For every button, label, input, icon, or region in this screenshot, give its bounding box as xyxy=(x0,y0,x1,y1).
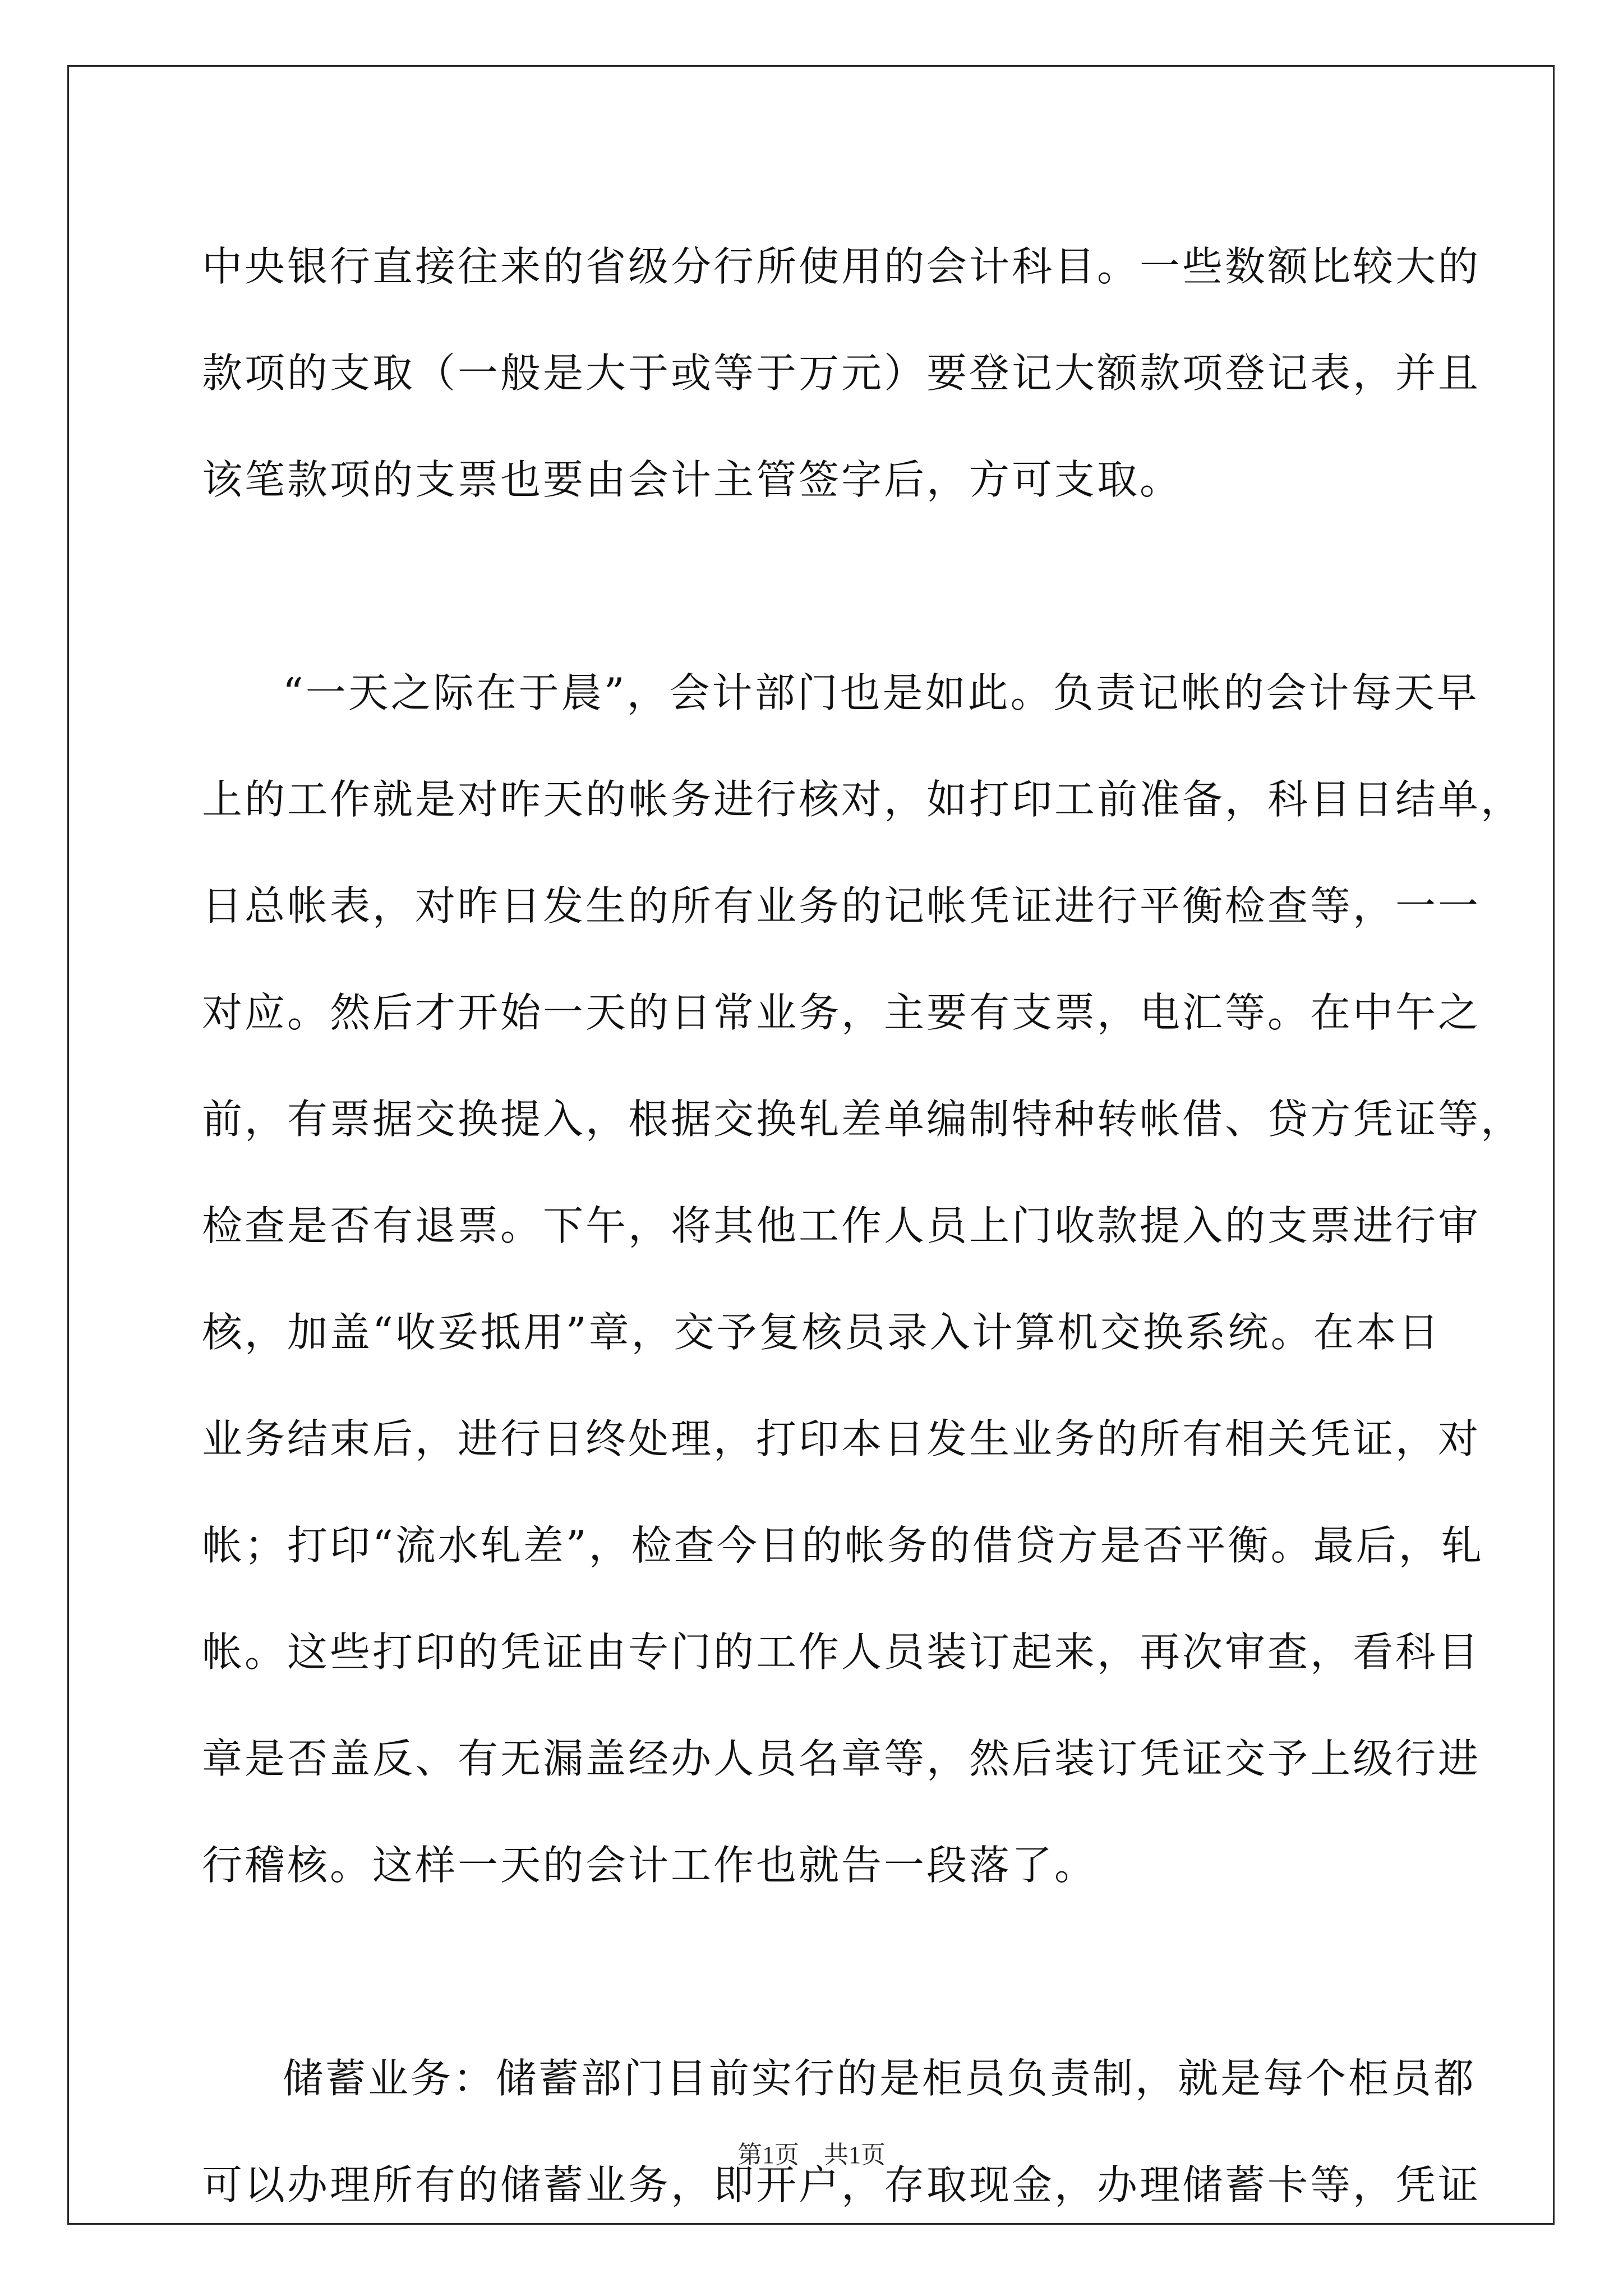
paragraph-3-line-1: 储蓄业务：储蓄部门目前实行的是柜员负责制，就是每个柜员都 xyxy=(283,2055,1477,2102)
paragraph-2-line-7: 核，加盖“收妥抵用”章，交予复核员录入计算机交换系统。在本日 xyxy=(202,1309,1441,1356)
paragraph-2-line-5: 前，有票据交换提入，根据交换轧差单编制特种转帐借、贷方凭证等， xyxy=(202,1096,1524,1143)
page-number-footer: 第1页 共1页 xyxy=(737,2141,886,2169)
paragraph-2-line-1: “一天之际在于晨”，会计部门也是如此。负责记帐的会计每天早 xyxy=(283,669,1479,716)
paragraph-2-line-8: 业务结束后，进行日终处理，打印本日发生业务的所有相关凭证，对 xyxy=(202,1415,1481,1462)
paragraph-1-line-1: 中央银行直接往来的省级分行所使用的会计科目。一些数额比较大的 xyxy=(202,243,1481,290)
paragraph-2-line-10: 帐。这些打印的凭证由专门的工作人员装订起来，再次审查，看科目 xyxy=(202,1628,1481,1676)
paragraph-gap xyxy=(202,533,1436,639)
paragraph-2-line-12: 行稽核。这样一天的会计工作也就告一段落了。 xyxy=(202,1842,1098,1889)
paragraph-2-line-3: 日总帐表，对昨日发生的所有业务的记帐凭证进行平衡检查等，一一 xyxy=(202,882,1481,930)
paragraph-gap xyxy=(202,1918,1436,2025)
paragraph-2-line-6: 检查是否有退票。下午，将其他工作人员上门收款提入的支票进行审 xyxy=(202,1202,1481,1249)
paragraph-1-line-2: 款项的支取（一般是大于或等于万元）要登记大额款项登记表，并且 xyxy=(202,349,1481,397)
paragraph-2-line-11: 章是否盖反、有无漏盖经办人员名章等，然后装订凭证交予上级行进 xyxy=(202,1735,1481,1782)
paragraph-3-line-2: 可以办理所有的储蓄业务，即开户，存取现金，办理储蓄卡等，凭证 xyxy=(202,2161,1481,2208)
paragraph-1-line-3: 该笔款项的支票也要由会计主管签字后，方可支取。 xyxy=(202,456,1183,503)
document-body xyxy=(202,213,1524,2238)
paragraph-2-line-4: 对应。然后才开始一天的日常业务，主要有支票，电汇等。在中午之 xyxy=(202,989,1481,1036)
paragraph-2-line-9: 帐；打印“流水轧差”，检查今日的帐务的借贷方是否平衡。最后，轧 xyxy=(202,1522,1484,1569)
paragraph-2-line-2: 上的工作就是对昨天的帐务进行核对，如打印工前准备，科目日结单， xyxy=(202,776,1524,823)
